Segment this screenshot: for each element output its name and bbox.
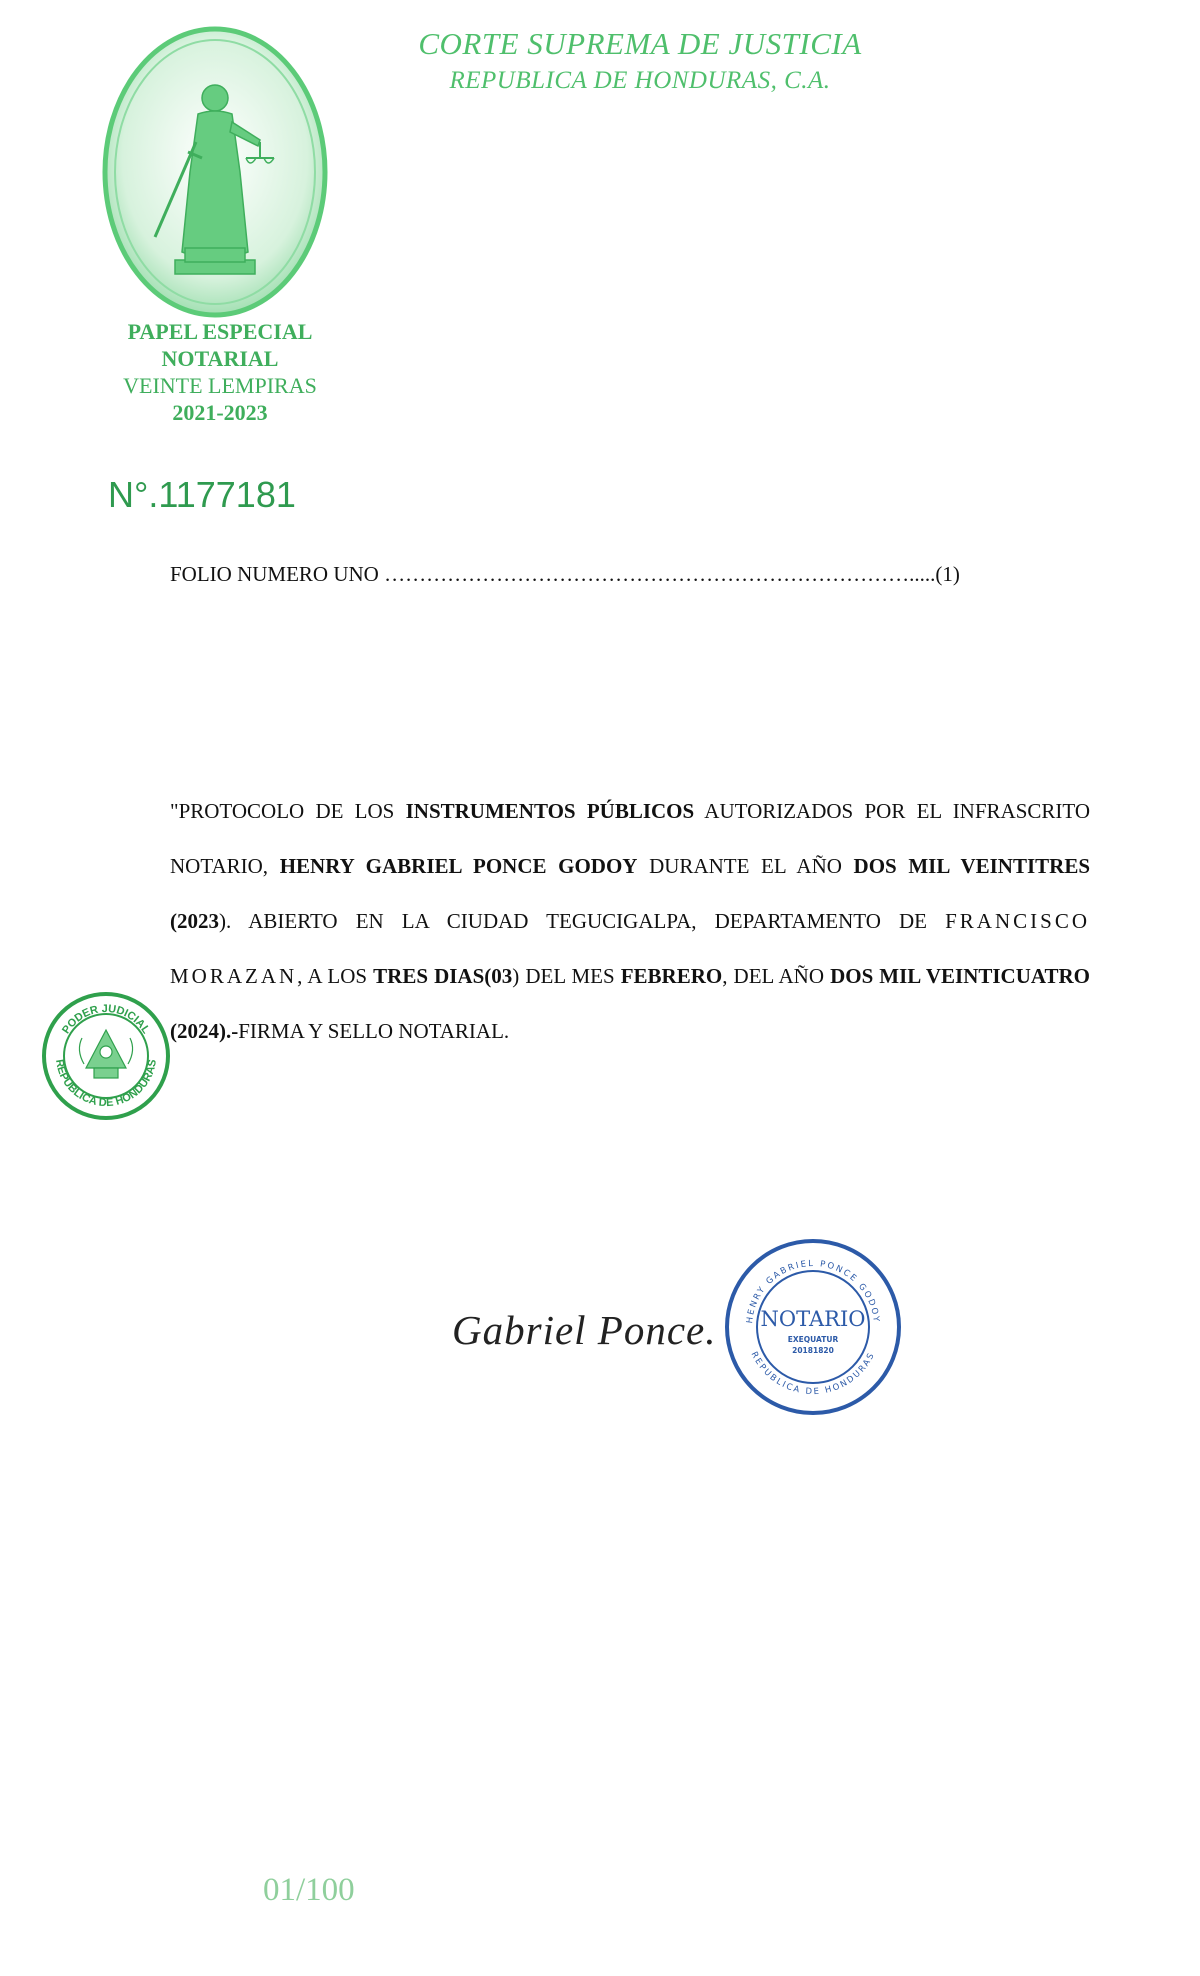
paper-label-line4: 2021-2023 [172, 400, 268, 425]
paper-label-line1: PAPEL ESPECIAL [127, 319, 313, 344]
paper-label-line3: VEINTE LEMPIRAS [123, 373, 317, 398]
notary-seal-title: NOTARIO [760, 1307, 866, 1331]
body-text-part-bold: TRES DIAS(03 [373, 964, 513, 988]
body-text-part-bold: INSTRUMENTOS PÚBLICOS [405, 799, 695, 823]
department-name: FRANCISCO MORAZAN [170, 909, 1090, 988]
court-header [390, 24, 890, 98]
paper-label-line2: NOTARIAL [161, 346, 279, 371]
court-title: CORTE SUPREMA DE JUSTICIA [418, 26, 862, 61]
body-text-part: , DEL AÑO [722, 964, 831, 988]
body-text-part-bold: FEBRERO [620, 964, 723, 988]
paper-label [95, 318, 345, 426]
notary-name: HENRY GABRIEL PONCE GODOY [279, 854, 638, 878]
notary-seal-bottom-text: REPUBLICA DE HONDURAS [748, 1350, 878, 1398]
serial-number: N°.1177181 [108, 474, 296, 515]
body-text-part: DURANTE EL AÑO [637, 854, 854, 878]
notary-seal-top-text: HENRY GABRIEL PONCE GODOY [745, 1258, 881, 1325]
body-text-part: , A LOS [297, 964, 374, 988]
body-text-part-bold: DOS MIL VEINTICUATRO (2024).- [170, 964, 1090, 1043]
judicial-seal-top-text: PODER JUDICIAL [60, 1002, 152, 1037]
judicial-seal-bottom-text: REPUBLICA DE HONDURAS [53, 1058, 159, 1110]
notary-signature: Gabriel Ponce. [452, 1307, 717, 1353]
body-text-part: ). ABIERTO EN LA CIUDAD TEGUCIGALPA, DEPARTAMENTO DE [219, 909, 946, 933]
notary-seal-sub1: EXEQUATUR [787, 1335, 839, 1344]
body-text-part: AUTORIZADOS POR EL INFRASCRITO NOTARIO, [170, 799, 1090, 878]
body-text-part-bold: DOS MIL VEINTITRES (2023 [170, 854, 1091, 933]
notary-seal-sub2: 20181820 [792, 1346, 834, 1355]
folio-line: FOLIO NUMERO UNO ………………………………………………………………….....(1) [170, 562, 960, 586]
page-number: 01/100 [263, 1872, 355, 1908]
court-subtitle: REPUBLICA DE HONDURAS, C.A. [449, 67, 831, 94]
notary-seal-icon [718, 1232, 908, 1422]
body-text-part: "PROTOCOLO DE LOS [170, 799, 406, 823]
justice-seal-icon [100, 22, 330, 322]
body-text-part: ) DEL MES [512, 964, 621, 988]
body-text-part: FIRMA Y SELLO NOTARIAL. [238, 1019, 510, 1043]
protocol-paragraph [170, 784, 1090, 1059]
judicial-seal-icon [40, 990, 172, 1122]
